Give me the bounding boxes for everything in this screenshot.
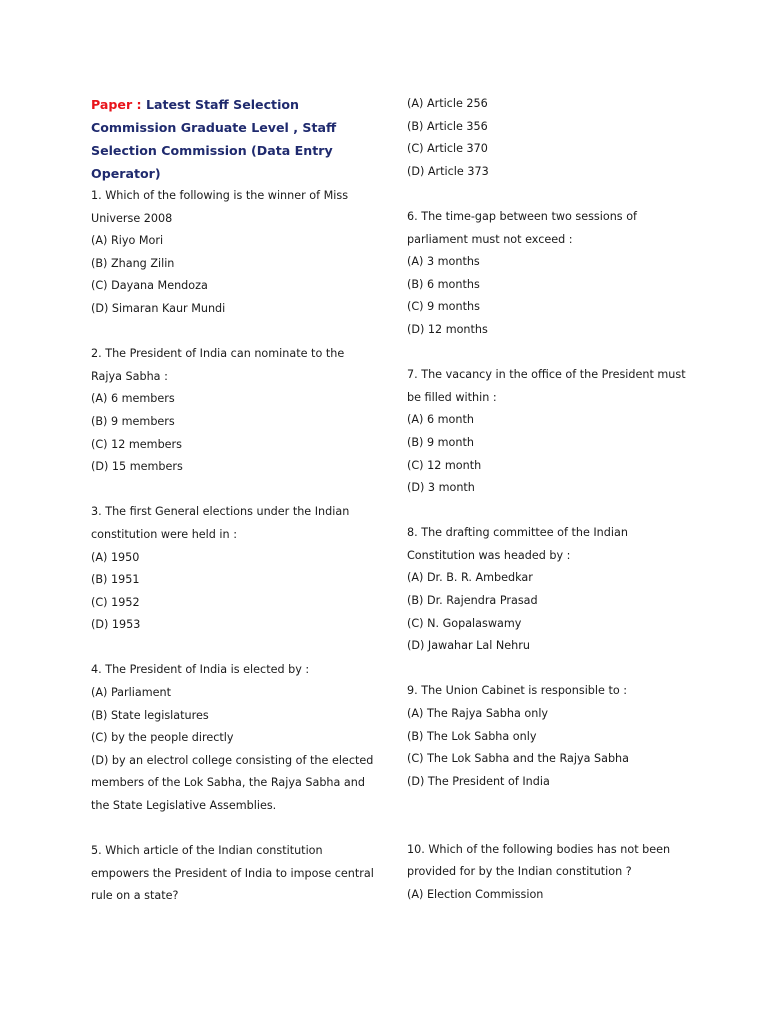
question-10 xyxy=(407,839,697,907)
option: (B) Article 356 xyxy=(407,119,488,133)
option: (D) 1953 xyxy=(91,618,141,632)
option: (B) The Lok Sabha only xyxy=(407,729,537,743)
option: (D) The President of India xyxy=(407,774,550,788)
question-3 xyxy=(91,501,376,637)
option: (A) The Rajya Sabha only xyxy=(407,707,549,721)
option: (C) Article 370 xyxy=(407,142,488,156)
option: (C) N. Gopalaswamy xyxy=(407,616,522,630)
option: (B) 9 month xyxy=(407,435,474,449)
question-text: 3. The first General elections under the Indian constitution were held in : xyxy=(91,505,350,541)
option: (A) Dr. B. R. Ambedkar xyxy=(407,571,533,585)
option: (C) by the people directly xyxy=(91,731,234,745)
question-4 xyxy=(91,659,376,817)
option: (B) Dr. Rajendra Prasad xyxy=(407,594,538,608)
question-5 xyxy=(91,840,376,908)
option: (D) 15 members xyxy=(91,460,183,474)
option: (C) 9 months xyxy=(407,300,480,314)
paper-heading xyxy=(91,93,376,185)
option: (D) by an electrol college consisting of the elected members of the Lok Sabha, the Rajya Sabha and the State Legislative Assemblies. xyxy=(91,753,374,813)
option: (A) 1950 xyxy=(91,550,140,564)
option: (A) Parliament xyxy=(91,686,171,700)
option: (D) Article 373 xyxy=(407,164,489,178)
question-9 xyxy=(407,680,697,793)
option: (B) 9 members xyxy=(91,414,175,428)
question-text: 8. The drafting committee of the Indian Constitution was headed by : xyxy=(407,526,628,562)
option: (B) State legislatures xyxy=(91,708,209,722)
option: (C) 1952 xyxy=(91,595,140,609)
option: (D) Simaran Kaur Mundi xyxy=(91,301,226,315)
option: (B) 1951 xyxy=(91,573,140,587)
question-8 xyxy=(407,522,697,658)
right-column xyxy=(407,93,697,906)
option: (C) 12 members xyxy=(91,437,182,451)
question-2 xyxy=(91,343,376,479)
option: (A) 6 members xyxy=(91,392,175,406)
option: (D) 12 months xyxy=(407,322,488,336)
option: (D) 3 month xyxy=(407,481,475,495)
question-text: 6. The time-gap between two sessions of parliament must not exceed : xyxy=(407,209,637,246)
option: (B) Zhang Zilin xyxy=(91,256,175,270)
option: (A) Election Commission xyxy=(407,887,544,901)
question-1 xyxy=(91,185,376,321)
question-text: 4. The President of India is elected by : xyxy=(91,663,310,677)
option: (C) Dayana Mendoza xyxy=(91,279,208,293)
question-text: 1. Which of the following is the winner of Miss Universe 2008 xyxy=(91,189,349,225)
option: (C) The Lok Sabha and the Rajya Sabha xyxy=(407,752,629,766)
option: (A) 3 months xyxy=(407,255,480,269)
question-5-options xyxy=(407,93,697,183)
option: (B) 6 months xyxy=(407,277,480,291)
question-text: 9. The Union Cabinet is responsible to : xyxy=(407,684,628,698)
question-text: 10. Which of the following bodies has not been provided for by the Indian constitution ? xyxy=(407,842,671,879)
option: (C) 12 month xyxy=(407,458,482,472)
paper-title: Latest Staff Selection Commission Graduate Level , Staff Selection Commission (Data Entry Operator) xyxy=(91,97,337,181)
paper-label: Paper : xyxy=(91,97,142,112)
question-6 xyxy=(407,206,697,342)
question-text: 7. The vacancy in the office of the President must be filled within : xyxy=(407,368,686,404)
left-column xyxy=(91,93,376,908)
option: (A) Riyo Mori xyxy=(91,234,164,248)
option: (A) 6 month xyxy=(407,413,474,427)
question-7 xyxy=(407,364,697,500)
option: (D) Jawahar Lal Nehru xyxy=(407,639,530,653)
question-text: 5. Which article of the Indian constitution empowers the President of India to impose central rule on a state? xyxy=(91,844,374,903)
question-text: 2. The President of India can nominate to the Rajya Sabha : xyxy=(91,347,345,383)
option: (A) Article 256 xyxy=(407,97,488,110)
